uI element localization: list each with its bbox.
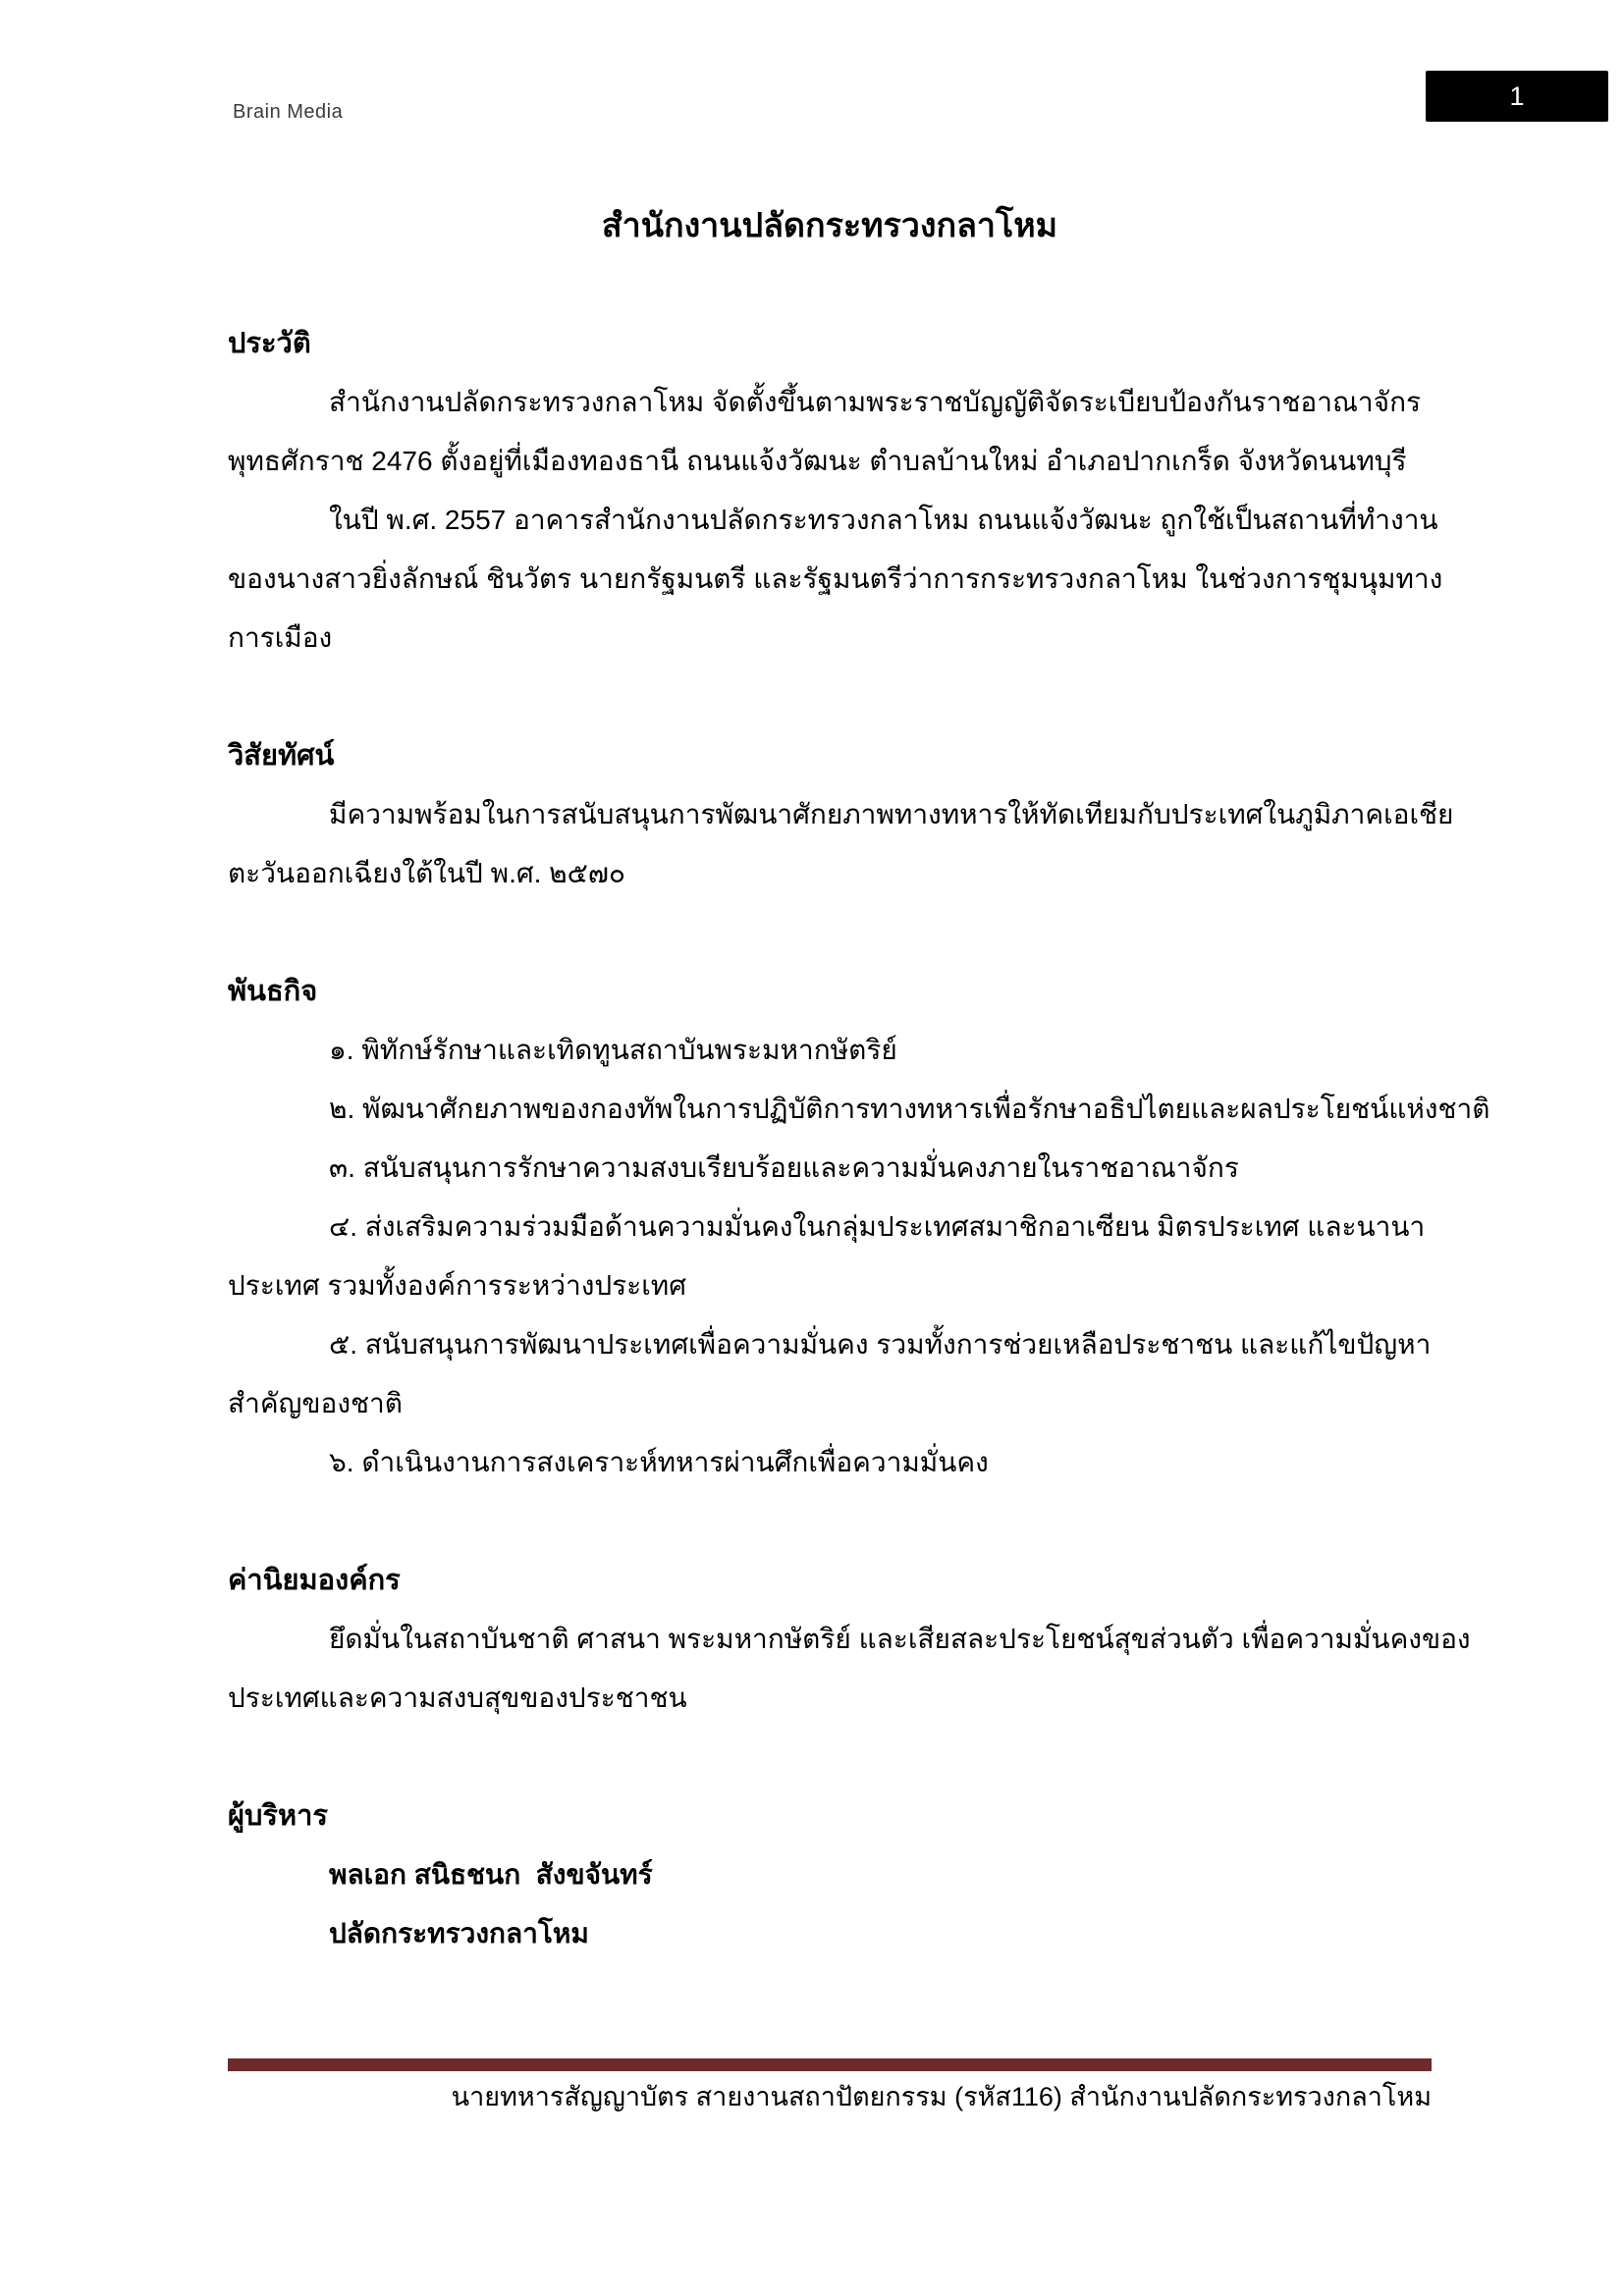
list-item: ๓. สนับสนุนการรักษาความสงบเรียบร้อยและความมั่นคงภายในราชอาณาจักร (329, 1152, 1239, 1183)
body-line: พุทธศักราช 2476 ตั้งอยู่ที่เมืองทองธานี ถนนแจ้งวัฒนะ ตำบลบ้านใหม่ อำเภอปากเกร็ด จังหวัดนนทบุรี (228, 446, 1407, 476)
list-item: ๖. ดำเนินงานการสงเคราะห์ทหารผ่านศึกเพื่อความมั่นคง (329, 1447, 989, 1477)
body-line: ตะวันออกเฉียงใต้ในปี พ.ศ. ๒๕๗๐ (228, 858, 625, 888)
section-heading-executives: ผู้บริหาร (228, 1800, 328, 1832)
footer-divider-bar (228, 2058, 1432, 2071)
document-title: สำนักงานปลัดกระทรวงกลาโหม (601, 207, 1058, 244)
list-item-continuation: ประเทศ รวมทั้งองค์การระหว่างประเทศ (228, 1270, 687, 1301)
body-line: ประเทศและความสงบสุขของประชาชน (228, 1682, 687, 1713)
list-item-continuation: สำคัญของชาติ (228, 1388, 403, 1418)
list-item: ๒. พัฒนาศักยภาพของกองทัพในการปฏิบัติการทางทหารเพื่อรักษาอธิปไตยและผลประโยชน์แห่งชาติ (329, 1094, 1490, 1124)
body-line: ของนางสาวยิ่งลักษณ์ ชินวัตร นายกรัฐมนตรี และรัฐมนตรีว่าการกระทรวงกลาโหม ในช่วงการชุมนุมทาง (228, 563, 1443, 594)
list-item: ๑. พิทักษ์รักษาและเทิดทูนสถาบันพระมหากษัตริย์ (329, 1035, 897, 1065)
brand-header: Brain Media (233, 101, 344, 123)
page-number: 1 (1509, 80, 1525, 111)
list-item: ๕. สนับสนุนการพัฒนาประเทศเพื่อความมั่นคง รวมทั้งการช่วยเหลือประชาชน และแก้ไขปัญหา (329, 1329, 1432, 1360)
body-line: การเมือง (228, 622, 333, 653)
body-line: ในปี พ.ศ. 2557 อาคารสำนักงานปลัดกระทรวงกลาโหม ถนนแจ้งวัฒนะ ถูกใช้เป็นสถานที่ทำงาน (329, 505, 1438, 535)
list-item: ๔. ส่งเสริมความร่วมมือด้านความมั่นคงในกลุ่มประเทศสมาชิกอาเซียน มิตรประเทศ และนานา (329, 1211, 1426, 1242)
document-body (228, 196, 1490, 1963)
footer-text: นายทหารสัญญาบัตร สายงานสถาปัตยกรรม (รหัส116) สำนักงานปลัดกระทรวงกลาโหม (451, 2082, 1432, 2111)
body-line: มีความพร้อมในการสนับสนุนการพัฒนาศักยภาพทางทหารให้ทัดเทียมกับประเทศในภูมิภาคเอเชีย (329, 799, 1454, 829)
executive-name: พลเอก สนิธชนก สังขจันทร์ (329, 1859, 653, 1890)
executive-position: ปลัดกระทรวงกลาโหม (329, 1918, 589, 1949)
section-heading-core-values: ค่านิยมองค์กร (228, 1565, 401, 1596)
section-heading-mission: พันธกิจ (228, 976, 318, 1007)
section-heading-vision: วิสัยทัศน์ (228, 740, 335, 772)
body-line: สำนักงานปลัดกระทรวงกลาโหม จัดตั้งขึ้นตามพระราชบัญญัติจัดระเบียบป้องกันราชอาณาจักร (329, 387, 1422, 417)
section-heading-history: ประวัติ (228, 328, 311, 359)
page-number-badge (1426, 71, 1608, 122)
body-line: ยึดมั่นในสถาบันชาติ ศาสนา พระมหากษัตริย์ และเสียสละประโยชน์สุขส่วนตัว เพื่อความมั่นคงของ (329, 1624, 1471, 1654)
